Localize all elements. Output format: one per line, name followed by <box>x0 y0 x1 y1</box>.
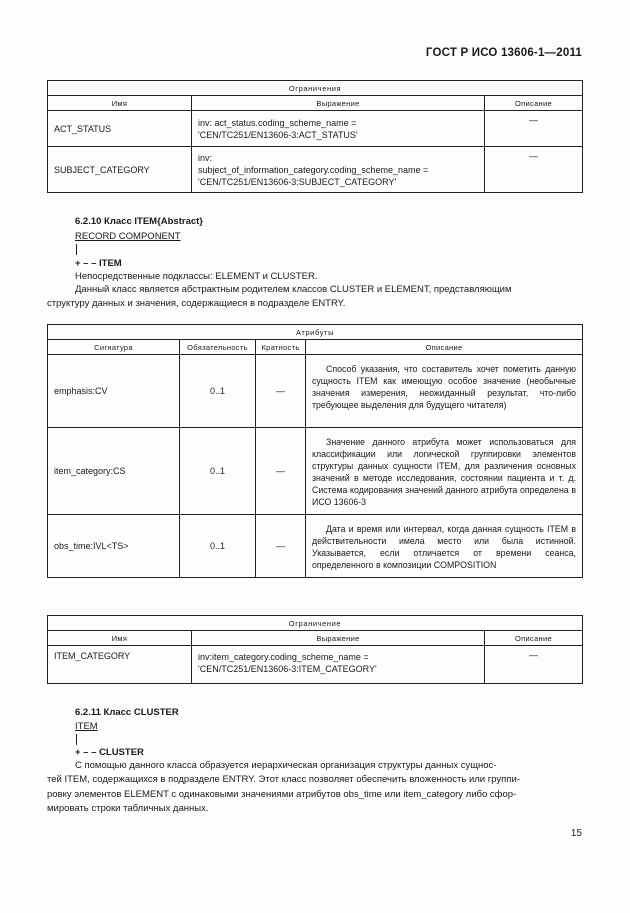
column-header-expression: Выражение <box>192 96 485 111</box>
section-heading: 6.2.10 Класс ITEM{Abstract} <box>75 216 203 227</box>
attribute-mandatory: 0..1 <box>180 515 256 578</box>
attribute-description: Способ указания, что составитель хочет пометить данную сущность ITEM как имеющую особое значение (необычные значения измерения, неожиданный результат, что-либо требующее выделения для будущего читателя) <box>306 355 583 428</box>
attribute-signature: emphasis:CV <box>48 355 180 428</box>
section-paragraph: Данный класс является абстрактным родителем классов CLUSTER и ELEMENT, представляющим <box>75 284 512 295</box>
constraint-expression: inv: act_status.coding_scheme_name = 'CEN/TC251/EN13606-3:ACT_STATUS' <box>192 111 485 147</box>
column-header-name: Имя <box>48 631 192 646</box>
section-paragraph-cont: тей ITEM, содержащихся в подразделе ENTRY. Этот класс позволяет обеспечить вложенность или группи- ровку элементов ELEMENT с одинаковыми значениями атрибутов obs_time или item_category либо сфор- мировать строки табличных данных. <box>47 774 520 814</box>
constraint-name: ACT_STATUS <box>48 111 192 147</box>
constraint-description: — <box>485 111 583 147</box>
subclasses-text: Непосредственные подклассы: ELEMENT и CLUSTER. <box>75 271 318 282</box>
constraint-name: SUBJECT_CATEGORY <box>48 147 192 193</box>
document-header: ГОСТ Р ИСО 13606-1—2011 <box>425 47 582 59</box>
section-paragraph: С помощью данного класса образуется иерархическая организация структуры данных сущнос- <box>75 760 497 771</box>
constraint-name: ITEM_CATEGORY <box>48 646 192 684</box>
section-heading: 6.2.11 Класс CLUSTER <box>75 707 179 718</box>
parent-class: RECORD COMPONENT <box>75 231 181 242</box>
column-header-expression: Выражение <box>192 631 485 646</box>
table-row <box>48 111 583 147</box>
attribute-mandatory: 0..1 <box>180 428 256 515</box>
table-row <box>48 646 583 684</box>
attribute-multiplicity: — <box>256 515 306 578</box>
column-header-name: Имя <box>48 96 192 111</box>
section-paragraph-cont: структуру данных и значения, содержащиеся в подразделе ENTRY. <box>47 298 346 309</box>
column-header-description: Описание <box>306 340 583 355</box>
column-header-signature: Сигнатура <box>48 340 180 355</box>
attribute-multiplicity: — <box>256 428 306 515</box>
table-caption: Ограничения <box>48 81 583 96</box>
attribute-description: Дата и время или интервал, когда данная сущность ITEM в действительности имела место или была истинной. Указывается, если отличается от времени сеанса, определенного в композиции COMPOSITION <box>306 515 583 578</box>
column-header-description: Описание <box>485 96 583 111</box>
table-row <box>48 428 583 515</box>
constraint-description: — <box>485 646 583 684</box>
table-caption: Ограничение <box>48 616 583 631</box>
attribute-signature: item_category:CS <box>48 428 180 515</box>
column-header-multiplicity: Кратность <box>256 340 306 355</box>
attributes-table <box>47 324 583 578</box>
table-row <box>48 147 583 193</box>
constraint-expression: inv: subject_of_information_category.coding_scheme_name = 'CEN/TC251/EN13606-3:SUBJECT_CATEGORY' <box>192 147 485 193</box>
class-node: + – – ITEM <box>75 258 122 269</box>
attribute-signature: obs_time:IVL<TS> <box>48 515 180 578</box>
table-row <box>48 515 583 578</box>
constraints-table-2 <box>47 615 583 684</box>
page-number: 15 <box>570 828 582 839</box>
table-caption: Атрибуты <box>48 325 583 340</box>
column-header-mandatory: Обязательность <box>180 340 256 355</box>
attribute-multiplicity: — <box>256 355 306 428</box>
table-row <box>48 355 583 428</box>
constraint-expression: inv:item_category.coding_scheme_name = 'CEN/TC251/EN13606-3:ITEM_CATEGORY' <box>192 646 485 684</box>
parent-class: ITEM <box>75 721 98 732</box>
attribute-description: Значение данного атрибута может использоваться для классификации или логической группировки элементов структуры данных сущности ITEM, для различения основных значений в методе исследования, состоянии пациента и т. д. Система кодирования значений данного атрибута определена в ИСО 13606-3 <box>306 428 583 515</box>
class-node: + – – CLUSTER <box>75 747 144 758</box>
column-header-description: Описание <box>485 631 583 646</box>
constraint-description: — <box>485 147 583 193</box>
attribute-mandatory: 0..1 <box>180 355 256 428</box>
constraints-table-1 <box>47 80 583 193</box>
